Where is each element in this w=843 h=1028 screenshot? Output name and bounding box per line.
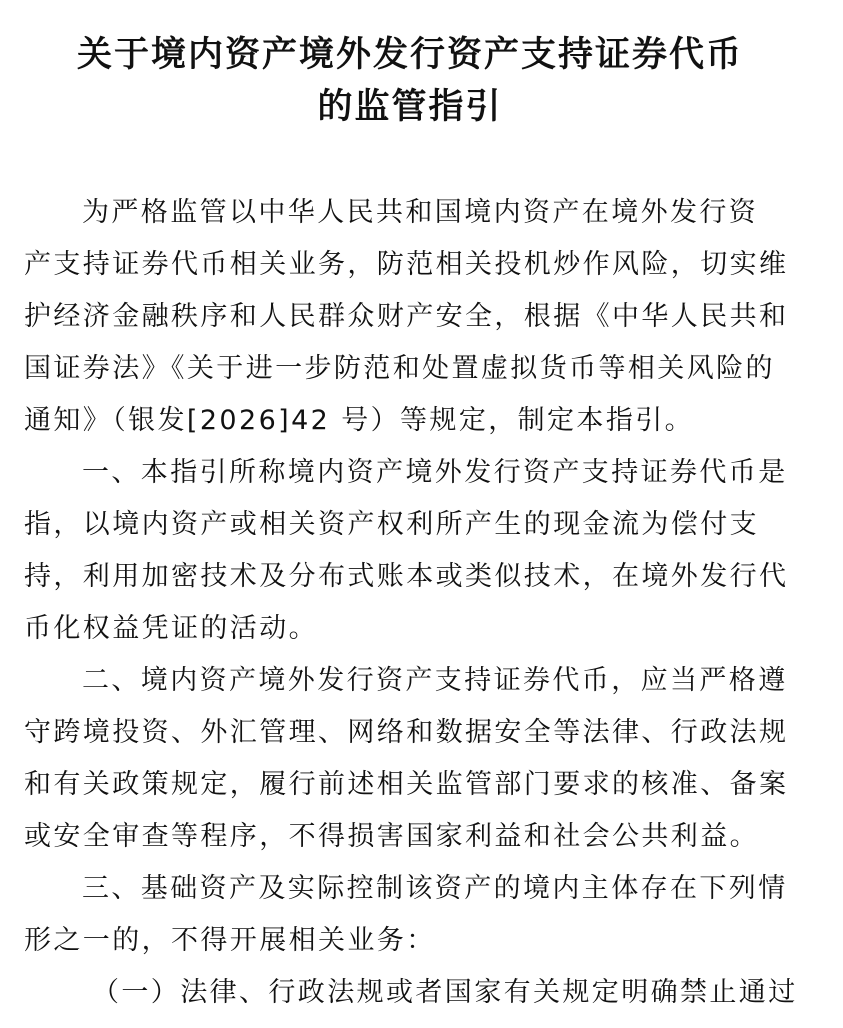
paragraph-article-2-line-4: 或安全审查等程序，不得损害国家利益和社会公共利益。 [24, 821, 759, 852]
paragraph-article-1-line-3: 持，利用加密技术及分布式账本或类似技术，在境外发行代 [24, 561, 789, 592]
paragraph-preamble-line-3: 护经济金融秩序和人民群众财产安全，根据《中华人民共和 [24, 301, 789, 332]
paragraph-article-1-line-2: 指，以境内资产或相关资产权利所产生的现金流为偿付支 [24, 509, 759, 540]
paragraph-preamble-line-5: 通知》（银发[2026]42 号）等规定，制定本指引。 [24, 405, 695, 436]
paragraph-article-3-line-2: 形之一的，不得开展相关业务： [24, 925, 436, 956]
document-title-line-2: 的监管指引 [317, 86, 503, 127]
paragraph-article-2-line-1: 二、境内资产境外发行资产支持证券代币，应当严格遵 [82, 665, 788, 696]
paragraph-article-1-line-4: 币化权益凭证的活动。 [24, 613, 318, 644]
paragraph-article-2-line-3: 和有关政策规定，履行前述相关监管部门要求的核准、备案 [24, 769, 789, 800]
paragraph-preamble-line-4: 国证券法》《关于进一步防范和处置虚拟货币等相关风险的 [24, 353, 775, 384]
paragraph-article-2-line-2: 守跨境投资、外汇管理、网络和数据安全等法律、行政法规 [24, 717, 789, 748]
paragraph-preamble-line-1: 为严格监管以中华人民共和国境内资产在境外发行资 [82, 197, 759, 228]
paragraph-article-1-line-1: 一、本指引所称境内资产境外发行资产支持证券代币是 [82, 457, 788, 488]
document-title-line-1: 关于境内资产境外发行资产支持证券代币 [76, 34, 743, 75]
paragraph-article-3-item-1-line-1: （一）法律、行政法规或者国家有关规定明确禁止通过 [92, 977, 798, 1008]
paragraph-article-3-line-1: 三、基础资产及实际控制该资产的境内主体存在下列情 [82, 873, 788, 904]
paragraph-preamble-line-2: 产支持证券代币相关业务，防范相关投机炒作风险，切实维 [24, 249, 789, 280]
